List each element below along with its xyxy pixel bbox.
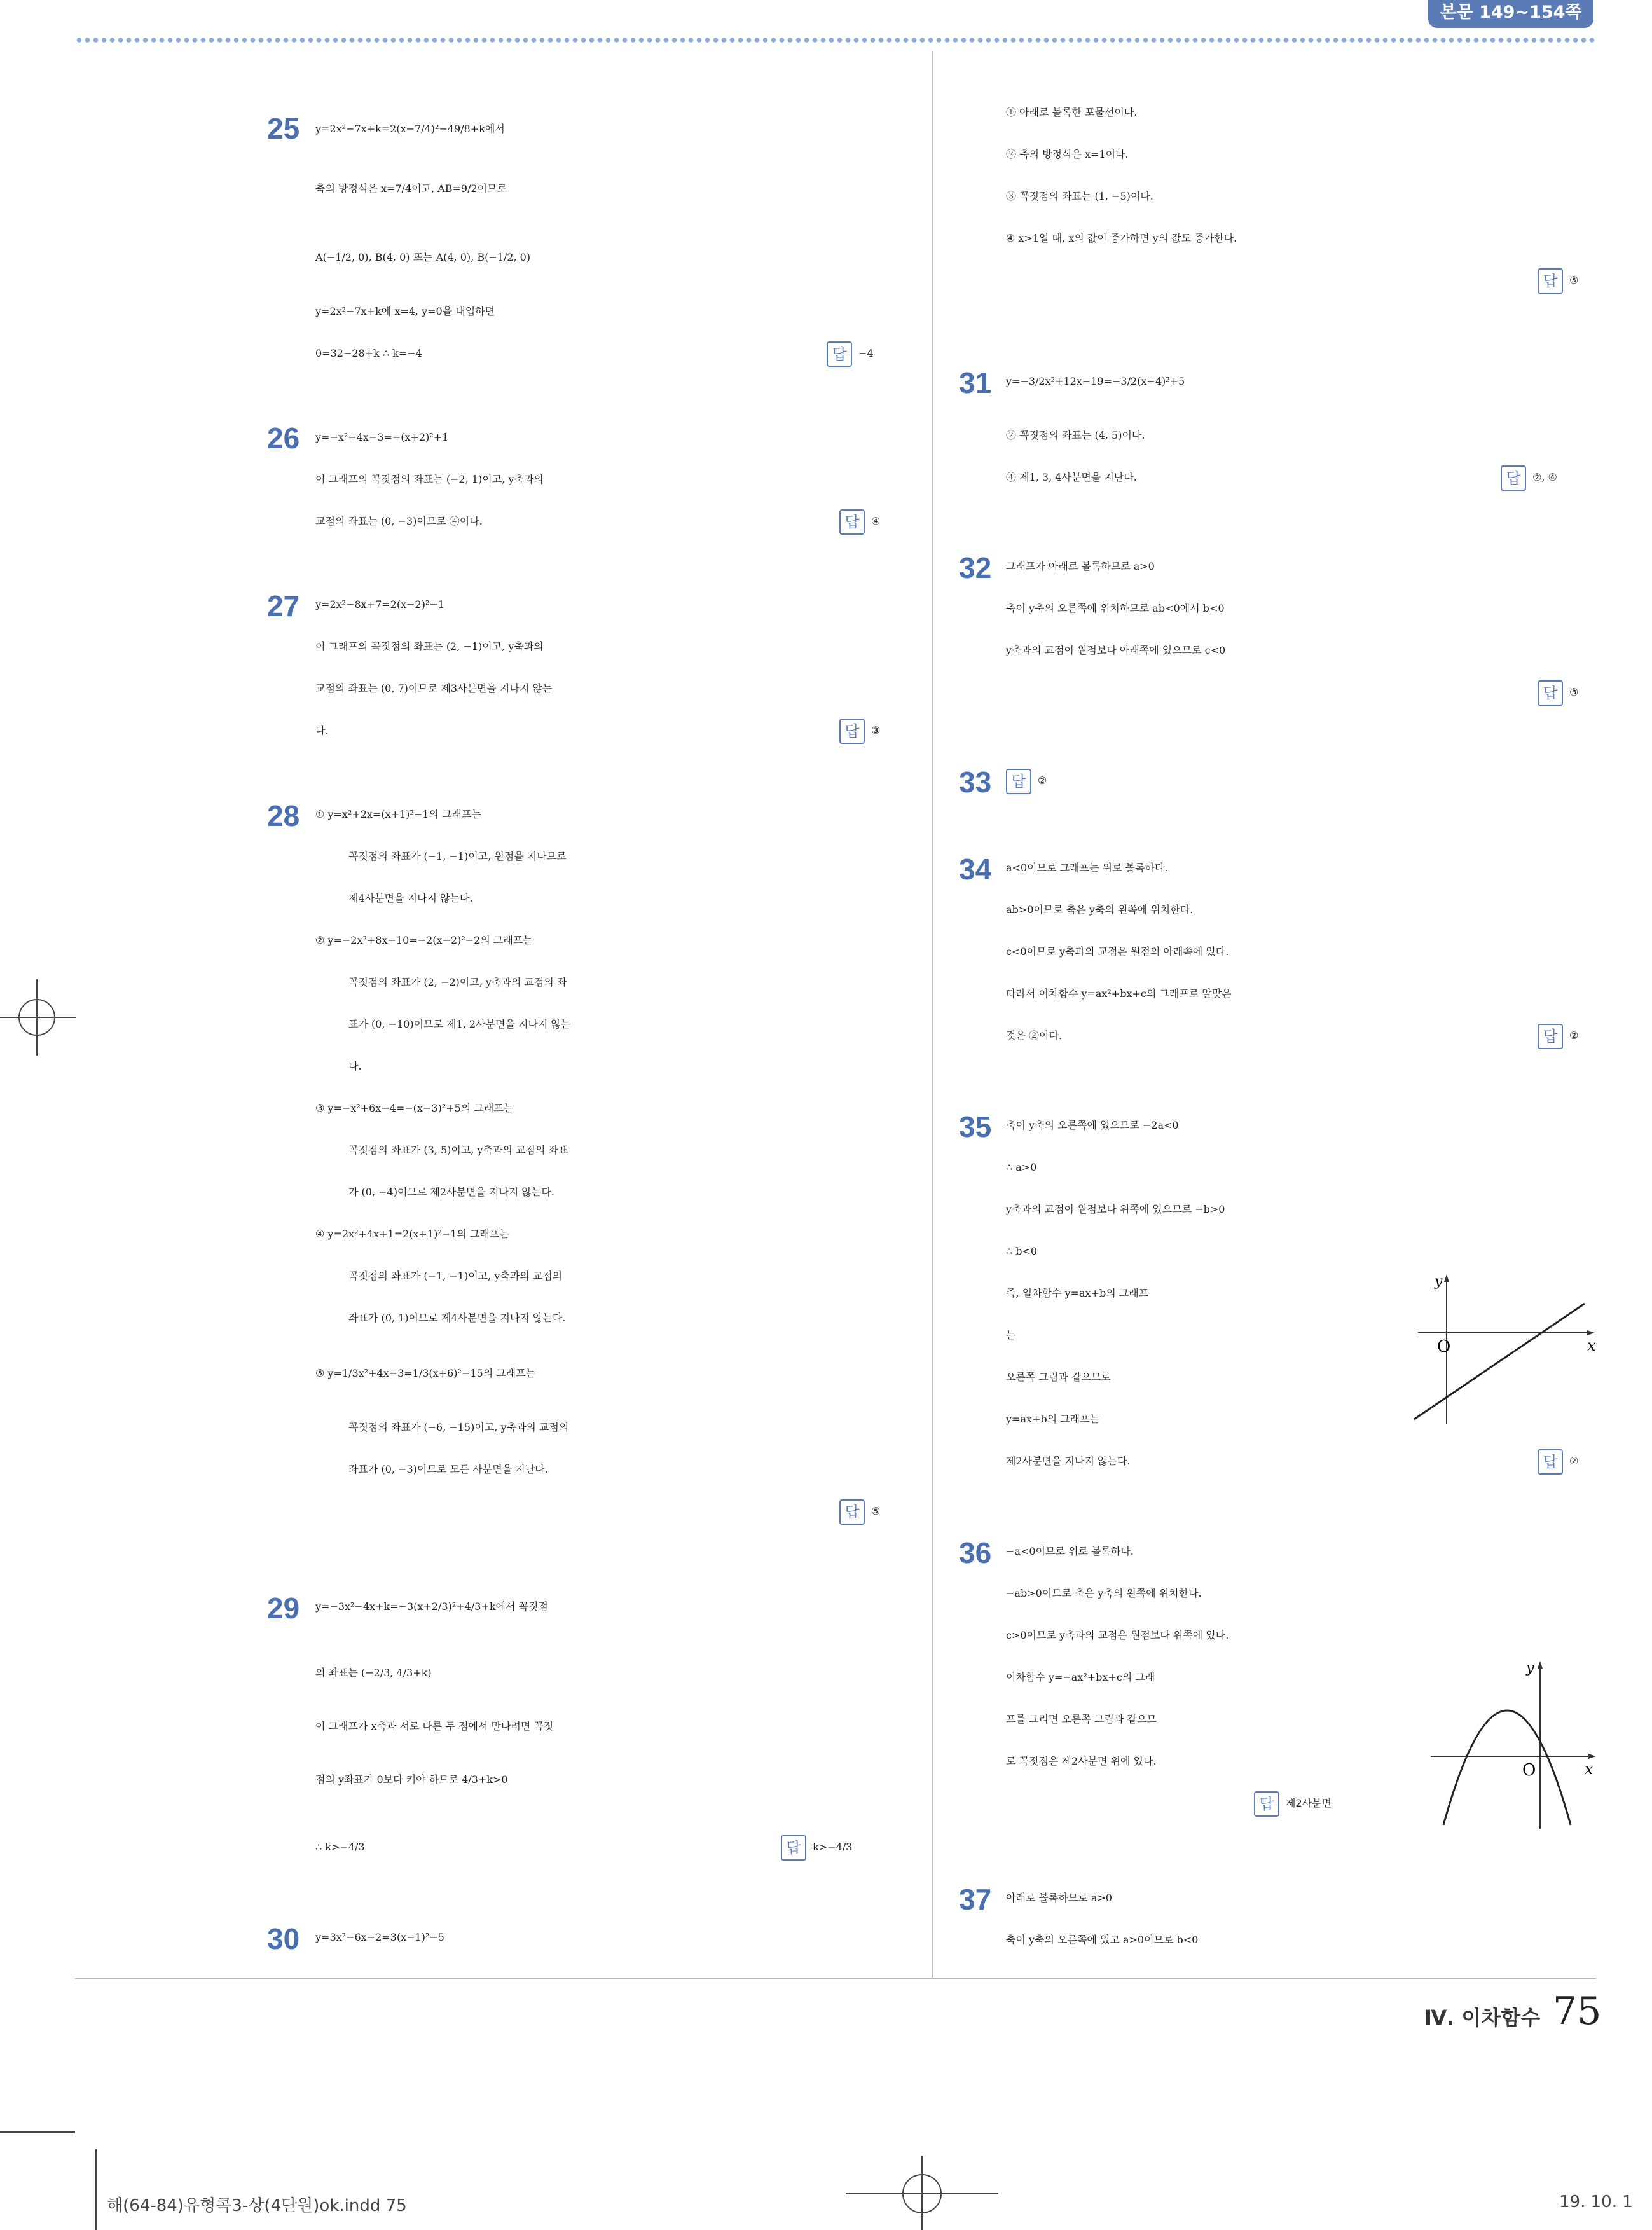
y-axis-label: y (1435, 1274, 1443, 1290)
solution-line: ⑤ y=1/3x²+4x−3=1/3(x+6)²−15의 그래프는 (315, 1367, 536, 1379)
page-range-tab: 본문 149~154쪽 (1428, 0, 1593, 28)
problem-number: 25 (267, 112, 300, 145)
solution-line: 즉, 일차함수 y=ax+b의 그래프 (1006, 1287, 1149, 1299)
problem-number: 34 (959, 853, 992, 886)
answer-mark-icon: 답 (839, 1499, 865, 1525)
footer-rule (75, 1978, 1596, 1979)
answer-mark-icon: 답 (1538, 680, 1563, 706)
solution-line: ② 꼭짓점의 좌표는 (4, 5)이다. (1006, 429, 1145, 441)
answer-value: ④ (871, 515, 881, 527)
solution-line: 가 (0, −4)이므로 제2사분면을 지나지 않는다. (348, 1186, 554, 1198)
solution-line: c>0이므로 y축과의 교점은 원점보다 위쪽에 있다. (1006, 1629, 1229, 1641)
solution-line: c<0이므로 y축과의 교점은 원점의 아래쪽에 있다. (1006, 946, 1229, 958)
problem-number: 35 (959, 1110, 992, 1143)
solution-line: ④ 제1, 3, 4사분면을 지난다. (1006, 471, 1137, 483)
solution-line: y=2x²−8x+7=2(x−2)²−1 (315, 598, 444, 610)
solution-line: 로 꼭짓점은 제2사분면 위에 있다. (1006, 1755, 1157, 1767)
answer-mark-icon: 답 (1538, 1449, 1563, 1475)
solution-line: 것은 ②이다. (1006, 1029, 1062, 1042)
x-axis-arrow (1588, 1754, 1596, 1759)
answer-value: ⑤ (1569, 274, 1579, 286)
crop-mark (0, 2131, 75, 2133)
solution-line: 다. (348, 1060, 362, 1072)
answer-mark-icon: 답 (781, 1835, 806, 1861)
problem-number: 28 (267, 799, 300, 832)
solution-line: ∴ a>0 (1006, 1161, 1037, 1173)
problem-number: 31 (959, 366, 992, 399)
solution-line: 교점의 좌표는 (0, 7)이므로 제3사분면을 지나지 않는 (315, 682, 553, 694)
problem-number: 36 (959, 1536, 992, 1569)
solution-line: 의 좌표는 (−2/3, 4/3+k) (315, 1667, 432, 1679)
solution-line: 교점의 좌표는 (0, −3)이므로 ④이다. (315, 515, 483, 527)
solution-line: 꼭짓점의 좌표가 (−6, −15)이고, y축과의 교점의 (348, 1421, 569, 1433)
solution-line: y=ax+b의 그래프는 (1006, 1413, 1100, 1425)
solution-line: y축과의 교점이 원점보다 위쪽에 있으므로 −b>0 (1006, 1203, 1225, 1215)
print-date: 19. 10. 1 (1559, 2192, 1633, 2212)
answer-mark-icon: 답 (1006, 769, 1031, 794)
origin-label: O (1522, 1761, 1536, 1780)
chapter-title: Ⅳ. 이차함수 (1424, 2006, 1541, 2030)
answer-value: ③ (1569, 686, 1579, 698)
registration-mark-icon (827, 2149, 1017, 2230)
solution-line: ∴ k>−4/3 (315, 1841, 365, 1853)
answer-mark-icon: 답 (1501, 465, 1526, 491)
solution-line: 이 그래프의 꼭짓점의 좌표는 (−2, 1)이고, y축과의 (315, 473, 544, 485)
solution-line: 아래로 볼록하므로 a>0 (1006, 1892, 1112, 1904)
answer-value: ② (1569, 1029, 1579, 1042)
solution-line: 표가 (0, −10)이므로 제1, 2사분면을 지나지 않는 (348, 1018, 571, 1030)
solution-line: ② y=−2x²+8x−10=−2(x−2)²−2의 그래프는 (315, 934, 533, 946)
linear-graph-figure (1412, 1272, 1602, 1431)
solution-line: 따라서 이차함수 y=ax²+bx+c의 그래프로 알맞은 (1006, 988, 1232, 1000)
answer-value: ②, ④ (1532, 471, 1557, 483)
solution-line: 꼭짓점의 좌표가 (2, −2)이고, y축과의 교점의 좌 (348, 976, 567, 988)
answer-mark-icon: 답 (1254, 1791, 1279, 1817)
answer (1006, 765, 1047, 797)
solution-line: 제4사분면을 지나지 않는다. (348, 892, 473, 904)
column-divider (932, 51, 933, 1978)
page-number: 75 (1553, 1989, 1602, 2034)
header-dotted-rule (75, 36, 1596, 45)
solution-line: 좌표가 (0, 1)이므로 제4사분면을 지나지 않는다. (348, 1312, 566, 1324)
parabola-graph-figure (1424, 1653, 1602, 1831)
answer-mark-icon: 답 (1538, 268, 1563, 294)
problem-number: 33 (959, 766, 992, 799)
solution-line: 이차함수 y=−ax²+bx+c의 그래 (1006, 1671, 1155, 1683)
line-y-ax-plus-b (1414, 1304, 1585, 1419)
solution-line: ∴ b<0 (1006, 1245, 1038, 1257)
y-axis-arrow (1444, 1274, 1449, 1282)
solution-line: y=2x²−7x+k에 x=4, y=0을 대입하면 (315, 305, 495, 317)
solution-line: 축이 y축의 오른쪽에 위치하므로 ab<0에서 b<0 (1006, 602, 1225, 614)
answer-mark-icon: 답 (839, 719, 865, 744)
solution-line: ③ y=−x²+6x−4=−(x−3)²+5의 그래프는 (315, 1102, 514, 1114)
solution-line: a<0이므로 그래프는 위로 볼록하다. (1006, 862, 1168, 874)
solution-line: 꼭짓점의 좌표가 (−1, −1)이고, y축과의 교점의 (348, 1270, 563, 1282)
y-axis-label: y (1526, 1660, 1534, 1676)
print-file-name: 해(64-84)유형콕3-상(4단원)ok.indd 75 (107, 2196, 407, 2215)
solution-line: −ab>0이므로 축은 y축의 왼쪽에 위치한다. (1006, 1587, 1202, 1599)
solution-line: 꼭짓점의 좌표가 (−1, −1)이고, 원점을 지나므로 (348, 850, 567, 862)
answer-value: 제2사분면 (1286, 1797, 1332, 1809)
problem-number: 29 (267, 1592, 300, 1625)
problem-number: 26 (267, 422, 300, 455)
answer-value: ③ (871, 724, 881, 736)
solution-line: y=−x²−4x−3=−(x+2)²+1 (315, 431, 449, 443)
origin-label: O (1437, 1337, 1451, 1356)
solution-line: 그래프가 아래로 볼록하므로 a>0 (1006, 560, 1155, 572)
solution-line: 는 (1006, 1329, 1016, 1341)
solution-line: y=2x²−7x+k=2(x−7/4)²−49/8+k에서 (315, 123, 505, 135)
solution-line: 이 그래프의 꼭짓점의 좌표는 (2, −1)이고, y축과의 (315, 640, 544, 652)
registration-mark-icon (0, 973, 89, 1062)
solution-line: 축이 y축의 오른쪽에 있으므로 −2a<0 (1006, 1119, 1179, 1131)
crop-mark (95, 2149, 97, 2230)
solution-line: 0=32−28+k ∴ k=−4 (315, 347, 422, 359)
solution-line: y=−3x²−4x+k=−3(x+2/3)²+4/3+k에서 꼭짓점 (315, 1600, 548, 1613)
answer-value: −4 (858, 347, 874, 359)
solution-line: 다. (315, 724, 329, 736)
answer-value: ⑤ (871, 1505, 881, 1517)
solution-line: ④ y=2x²+4x+1=2(x+1)²−1의 그래프는 (315, 1228, 509, 1240)
answer-mark-icon: 답 (1538, 1024, 1563, 1049)
x-axis-arrow (1587, 1330, 1595, 1335)
solution-line: y=−3/2x²+12x−19=−3/2(x−4)²+5 (1006, 375, 1185, 387)
problem-number: 27 (267, 589, 300, 623)
solution-line: 오른쪽 그림과 같으므로 (1006, 1371, 1111, 1383)
parabola-curve (1443, 1710, 1571, 1825)
solution-line: 축의 방정식은 x=7/4이고, AB=9/2이므로 (315, 182, 507, 195)
solution-line: ③ 꼭짓점의 좌표는 (1, −5)이다. (1006, 190, 1153, 202)
problem-number: 37 (959, 1883, 992, 1916)
answer-value: ② (1569, 1455, 1579, 1467)
solution-line: A(−1/2, 0), B(4, 0) 또는 A(4, 0), B(−1/2, 0) (315, 251, 531, 263)
solution-line: 프를 그리면 오른쪽 그림과 같으므 (1006, 1713, 1157, 1725)
answer-value: k>−4/3 (813, 1841, 853, 1853)
problem-number: 32 (959, 551, 992, 584)
solution-line: 꼭짓점의 좌표가 (3, 5)이고, y축과의 교점의 좌표 (348, 1144, 568, 1156)
solution-line: ab>0이므로 축은 y축의 왼쪽에 위치한다. (1006, 904, 1194, 916)
solution-line: −a<0이므로 위로 볼록하다. (1006, 1545, 1134, 1557)
solution-line: 이 그래프가 x축과 서로 다른 두 점에서 만나려면 꼭짓 (315, 1720, 554, 1732)
solution-line: ④ x>1일 때, x의 값이 증가하면 y의 값도 증가한다. (1006, 232, 1237, 244)
answer-mark-icon: 답 (827, 341, 852, 367)
solution-line: ② 축의 방정식은 x=1이다. (1006, 148, 1129, 160)
answer-value: ② (1038, 774, 1047, 787)
solution-line: ① 아래로 볼록한 포물선이다. (1006, 106, 1138, 118)
solution-line: y=3x²−6x−2=3(x−1)²−5 (315, 1931, 444, 1943)
y-axis-arrow (1538, 1661, 1543, 1669)
solution-line: 점의 y좌표가 0보다 커야 하므로 4/3+k>0 (315, 1773, 508, 1786)
x-axis-label: x (1587, 1337, 1596, 1354)
solution-line: 제2사분면을 지나지 않는다. (1006, 1455, 1131, 1467)
problem-number: 30 (267, 1922, 300, 1955)
x-axis-label: x (1585, 1760, 1593, 1778)
solution-line: y축과의 교점이 원점보다 아래쪽에 있으므로 c<0 (1006, 644, 1226, 656)
solution-line: ① y=x²+2x=(x+1)²−1의 그래프는 (315, 808, 481, 820)
solution-line: 축이 y축의 오른쪽에 있고 a>0이므로 b<0 (1006, 1934, 1199, 1946)
solution-line: 좌표가 (0, −3)이므로 모든 사분면을 지난다. (348, 1463, 548, 1475)
answer-mark-icon: 답 (839, 509, 865, 535)
